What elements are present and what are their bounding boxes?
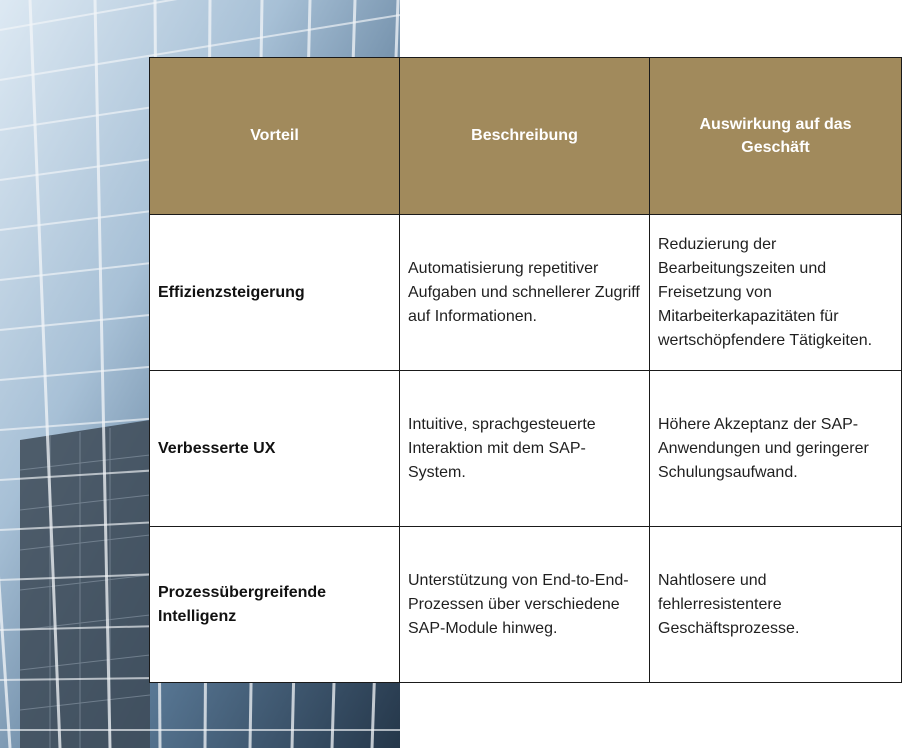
- row-impact: Nahtlosere und fehlerresistentere Geschäftsprozesse.: [650, 527, 902, 683]
- row-title: Prozessübergreifende Intelligenz: [150, 527, 400, 683]
- table-row: [150, 371, 902, 527]
- row-description: Unterstützung von End-to-End-Prozessen über verschiedene SAP-Module hinweg.: [400, 527, 650, 683]
- table-row: [150, 215, 902, 371]
- row-title: Verbesserte UX: [150, 371, 400, 527]
- table-header-row: [150, 58, 902, 215]
- row-impact: Reduzierung der Bearbeitungszeiten und Freisetzung von Mitarbeiterkapazitäten für wertschöpfendere Tätigkeiten.: [650, 215, 902, 371]
- row-description: Automatisierung repetitiver Aufgaben und schnellerer Zugriff auf Informationen.: [400, 215, 650, 371]
- row-description: Intuitive, sprachgesteuerte Interaktion mit dem SAP-System.: [400, 371, 650, 527]
- header-beschreibung: Beschreibung: [400, 58, 650, 215]
- header-auswirkung: Auswirkung auf das Geschäft: [650, 58, 902, 215]
- header-vorteil: Vorteil: [150, 58, 400, 215]
- row-impact: Höhere Akzeptanz der SAP-Anwendungen und geringerer Schulungsaufwand.: [650, 371, 902, 527]
- row-title: Effizienzsteigerung: [150, 215, 400, 371]
- comparison-table: [149, 57, 902, 683]
- table-row: [150, 527, 902, 683]
